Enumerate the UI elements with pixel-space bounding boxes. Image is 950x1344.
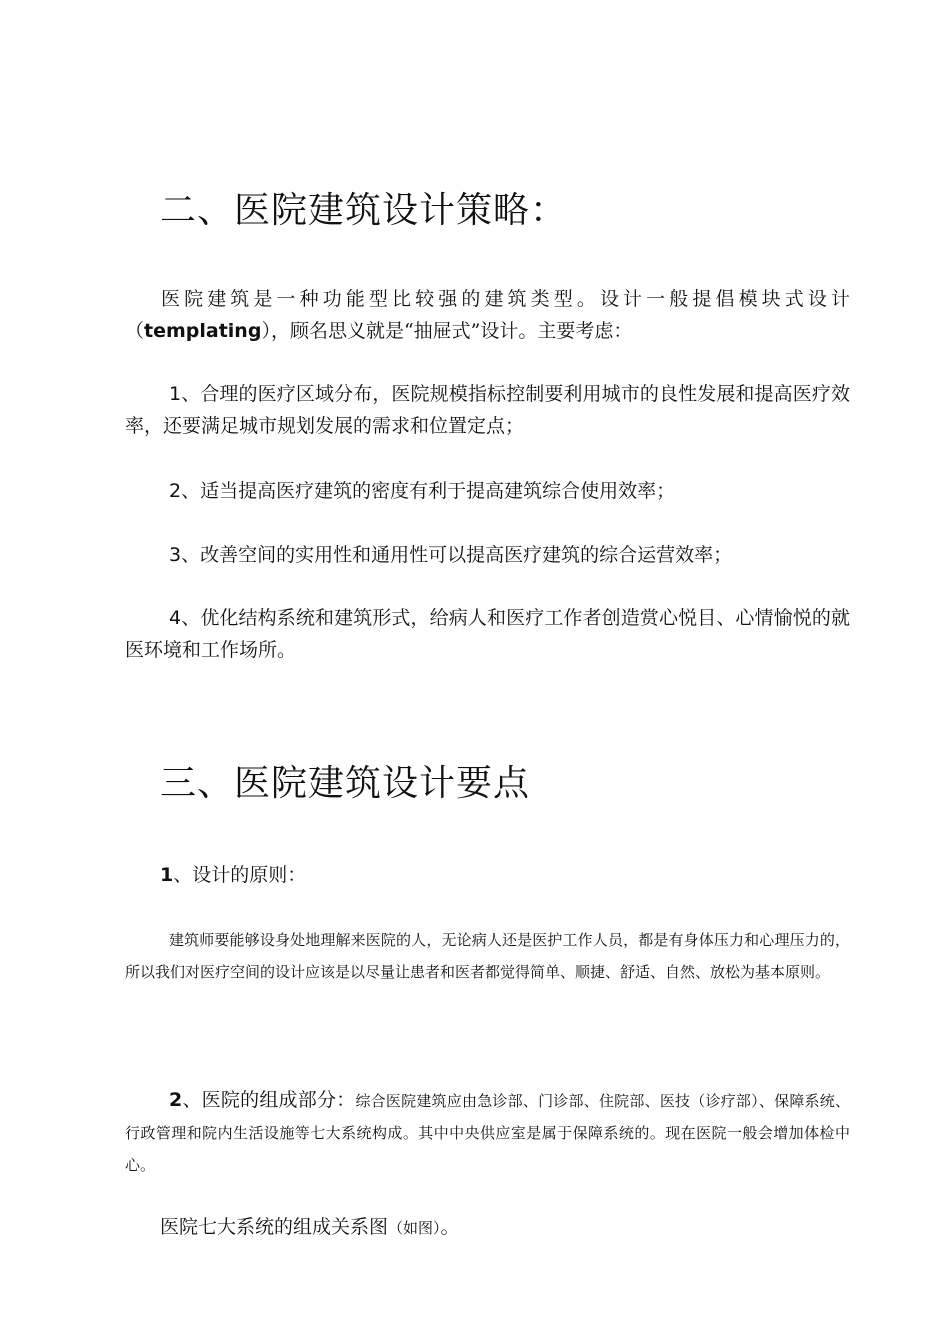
strategy-item-4-text: 、优化结构系统和建筑形式，给病人和医疗工作者创造赏心悦目、心情愉悦的就医环境和工作场所。 xyxy=(125,607,850,661)
section-3-heading: 三、医院建筑设计要点 xyxy=(160,763,531,804)
strategy-item-2 xyxy=(125,475,850,507)
diagram-caption-note: （如图） xyxy=(388,1219,441,1237)
strategy-item-4-num: 4 xyxy=(169,607,182,629)
diagram-caption-text: 医院七大系统的组成关系图 xyxy=(160,1216,389,1238)
strategy-item-2-num: 2 xyxy=(169,480,182,502)
intro-term: templating xyxy=(144,320,262,342)
point-2-title: 、医院的组成部分： xyxy=(182,1089,356,1111)
section-2-heading: 二、医院建筑设计策略： xyxy=(160,190,568,231)
strategy-item-2-text: 、适当提高医疗建筑的密度有利于提高建筑综合使用效率； xyxy=(181,480,676,502)
strategy-item-3 xyxy=(125,539,850,571)
point-2-num: 2 xyxy=(169,1089,183,1111)
strategy-item-1-num: 1 xyxy=(169,383,182,405)
point-1-heading xyxy=(160,860,306,887)
point-1-body: 建筑师要能够设身处地理解来医院的人，无论病人还是医护工作人员，都是有身体压力和心理压力的，所以我们对医疗空间的设计应该是以尽量让患者和医者都觉得简单、顺捷、舒适、自然、放松为基本原则。 xyxy=(125,931,850,981)
point-2-body: 综合医院建筑应由急诊部、门诊部、住院部、医技（诊疗部）、保障系统、行政管理和院内生活设施等七大系统构成。其中中央供应室是属于保障系统的。现在医院一般会增加体检中心。 xyxy=(125,1092,850,1174)
diagram-caption xyxy=(160,1212,460,1239)
point-2-paragraph xyxy=(125,1084,850,1181)
strategy-item-1 xyxy=(125,378,850,442)
intro-text-1: 医院建筑是一种功能型比较强的建筑类型。设计一般提倡模块式设计（ xyxy=(125,288,850,342)
strategy-item-3-num: 3 xyxy=(169,544,182,566)
strategy-item-1-text: 、合理的医疗区域分布，医院规模指标控制要利用城市的良性发展和提高医疗效率，还要满足城市规划发展的需求和位置定点； xyxy=(125,383,850,437)
point-1-title: 、设计的原则： xyxy=(173,864,307,886)
section-2-intro xyxy=(125,283,850,347)
strategy-item-4 xyxy=(125,602,850,666)
point-1-num: 1 xyxy=(160,864,174,886)
diagram-caption-end: 。 xyxy=(440,1216,460,1238)
strategy-item-3-text: 、改善空间的实用性和通用性可以提高医疗建筑的综合运营效率； xyxy=(181,544,733,566)
intro-text-2: ），顾名思义就是“抽屉式”设计。主要考虑： xyxy=(261,320,633,342)
